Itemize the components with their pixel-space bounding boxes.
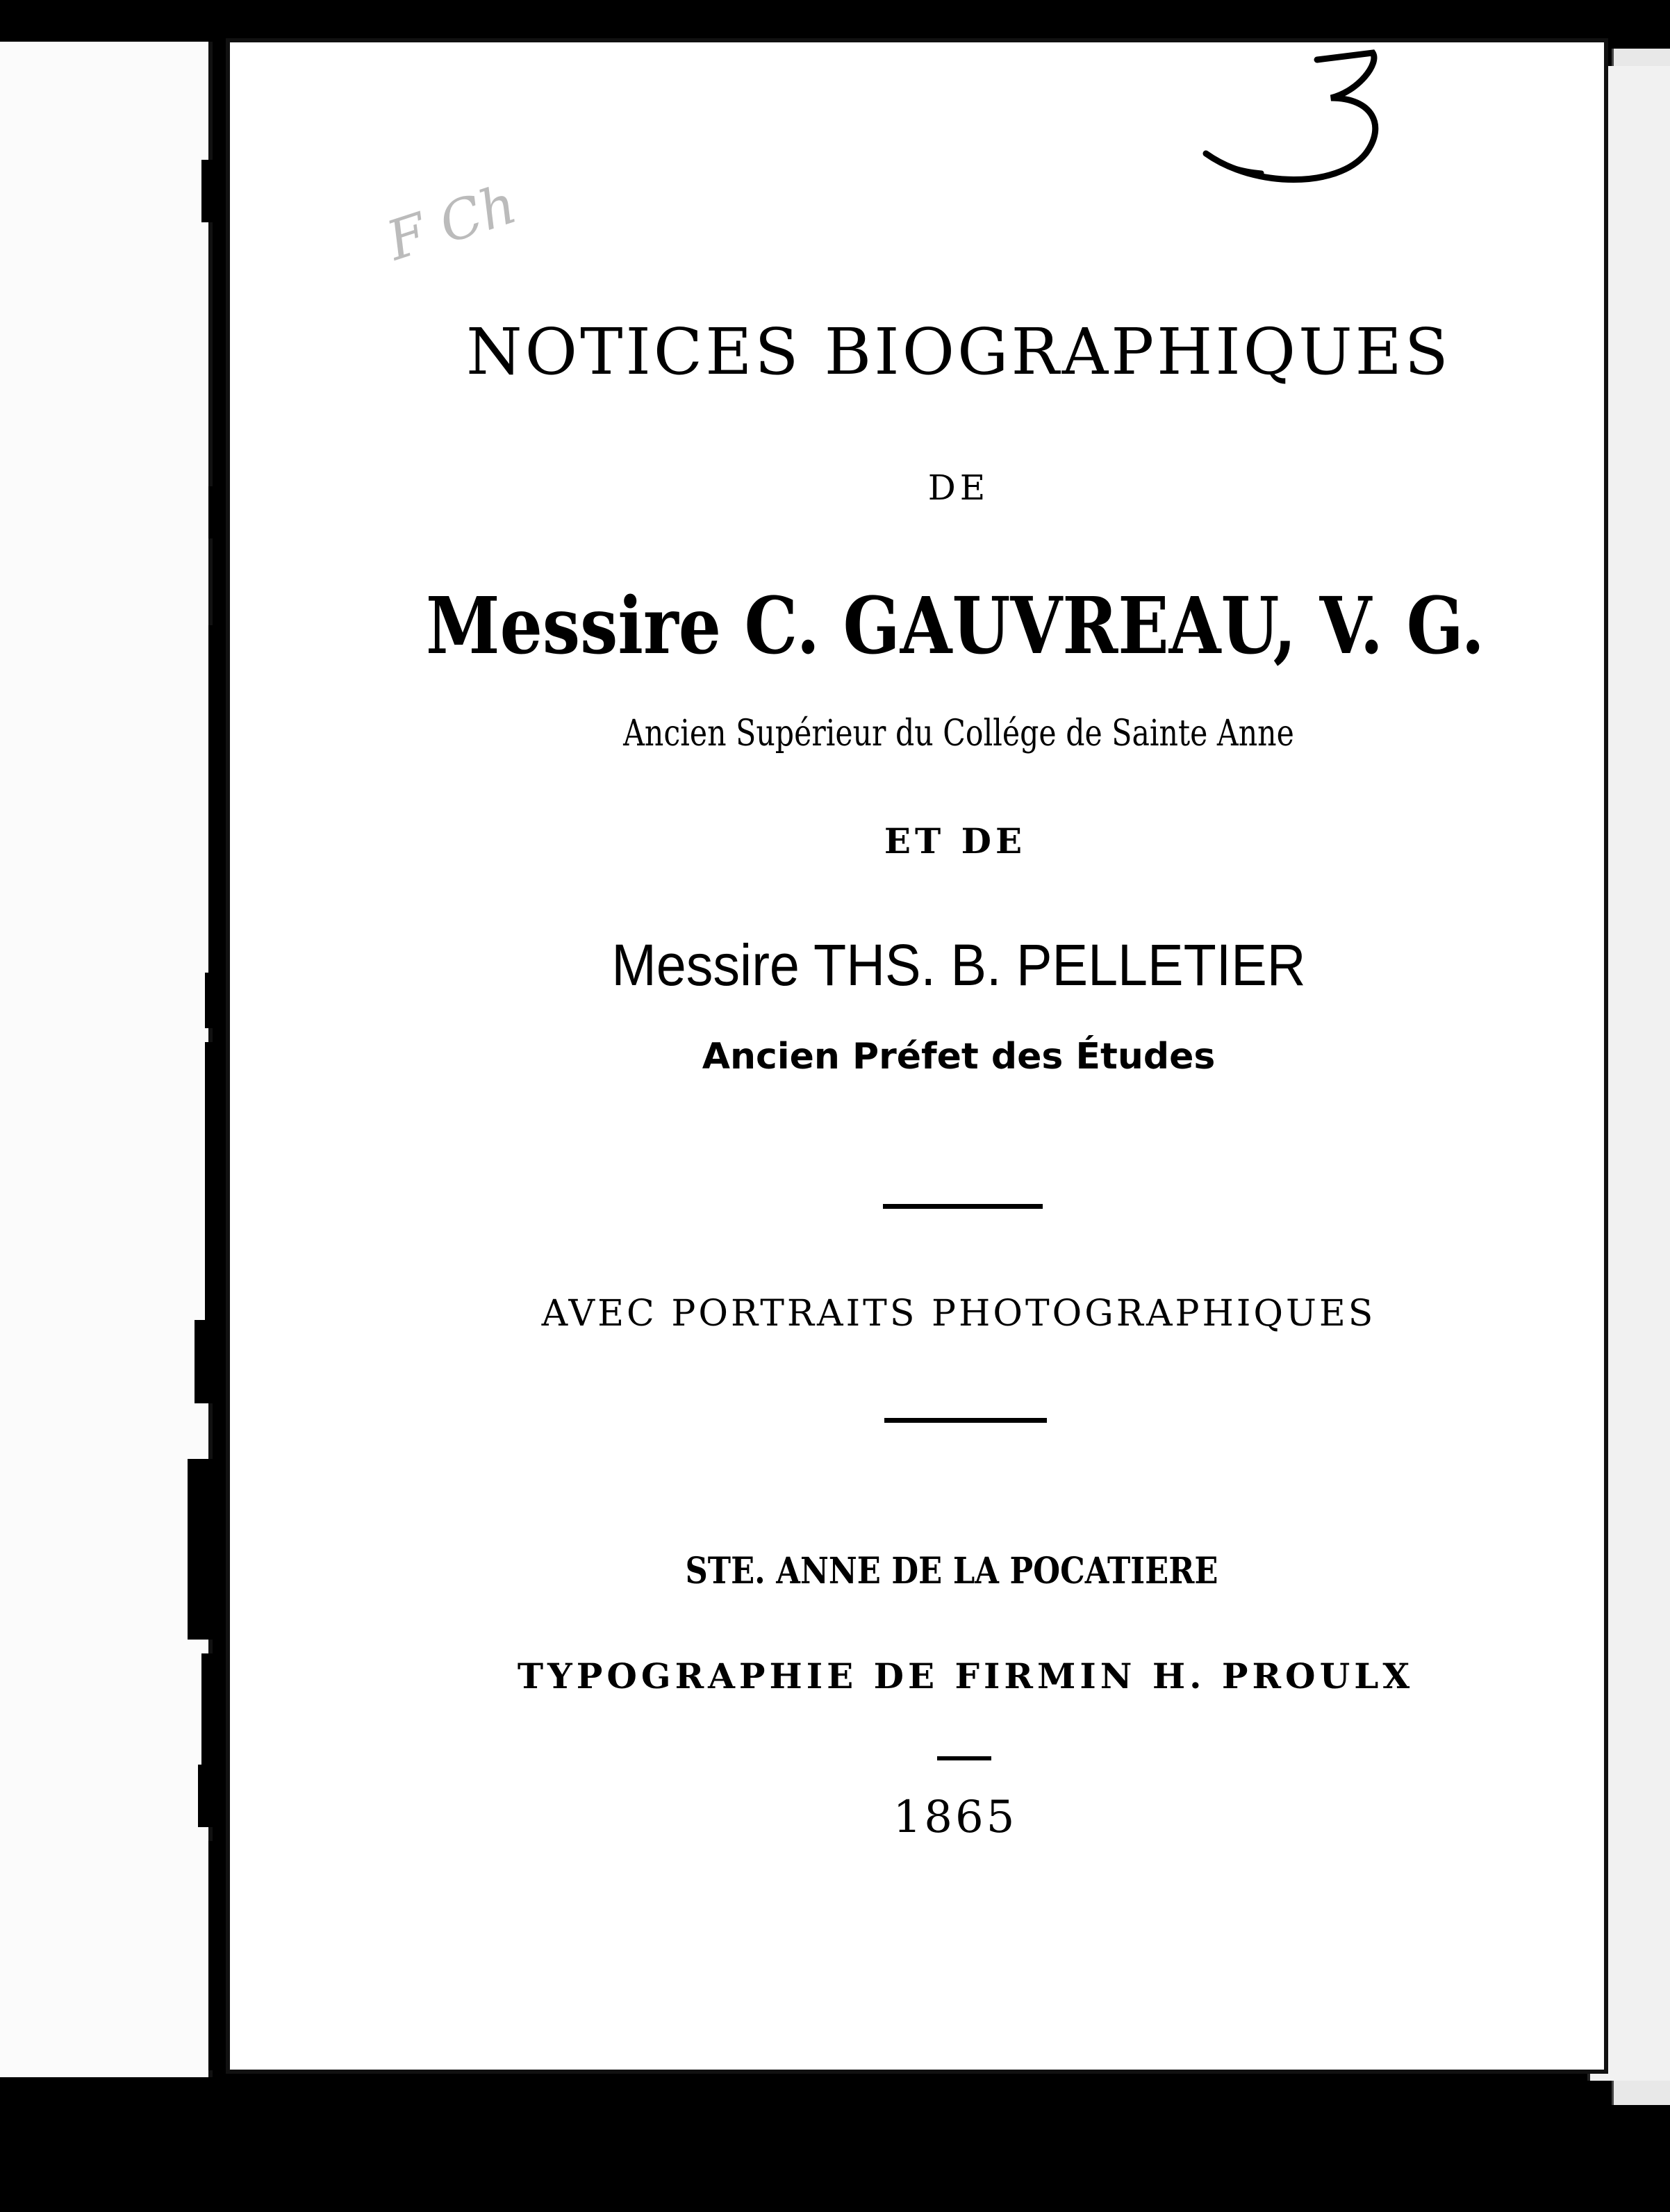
subject-2-description: Ancien Préfet des Études xyxy=(702,1036,1216,1078)
subject-1-description: Ancien Supérieur du Collége de Sainte Anne xyxy=(623,713,1294,754)
imprint-year: 1865 xyxy=(893,1792,1018,1843)
left-flyleaf xyxy=(0,42,213,2077)
divider-rule-short xyxy=(937,1756,991,1760)
title-preposition: DE xyxy=(927,468,990,508)
book-title: NOTICES BIOGRAPHIQUES xyxy=(466,315,1451,389)
handwritten-shelf-number xyxy=(1199,49,1428,188)
pencil-annotation: F Ch xyxy=(379,173,524,273)
title-connector: ET DE xyxy=(884,820,1027,861)
book-subtitle: AVEC PORTRAITS PHOTOGRAPHIQUES xyxy=(541,1293,1376,1335)
subject-1-name: Messire C. GAUVREAU, V. G. xyxy=(425,581,1485,672)
subject-2-name: Messire THS. B. PELLETIER xyxy=(611,932,1306,998)
imprint-printer: TYPOGRAPHIE DE FIRMIN H. PROULX xyxy=(517,1656,1414,1697)
imprint-place: STE. ANNE DE LA POCATIERE xyxy=(685,1550,1218,1592)
divider-rule xyxy=(883,1204,1043,1209)
divider-rule xyxy=(884,1418,1047,1423)
title-page xyxy=(226,38,1608,2074)
